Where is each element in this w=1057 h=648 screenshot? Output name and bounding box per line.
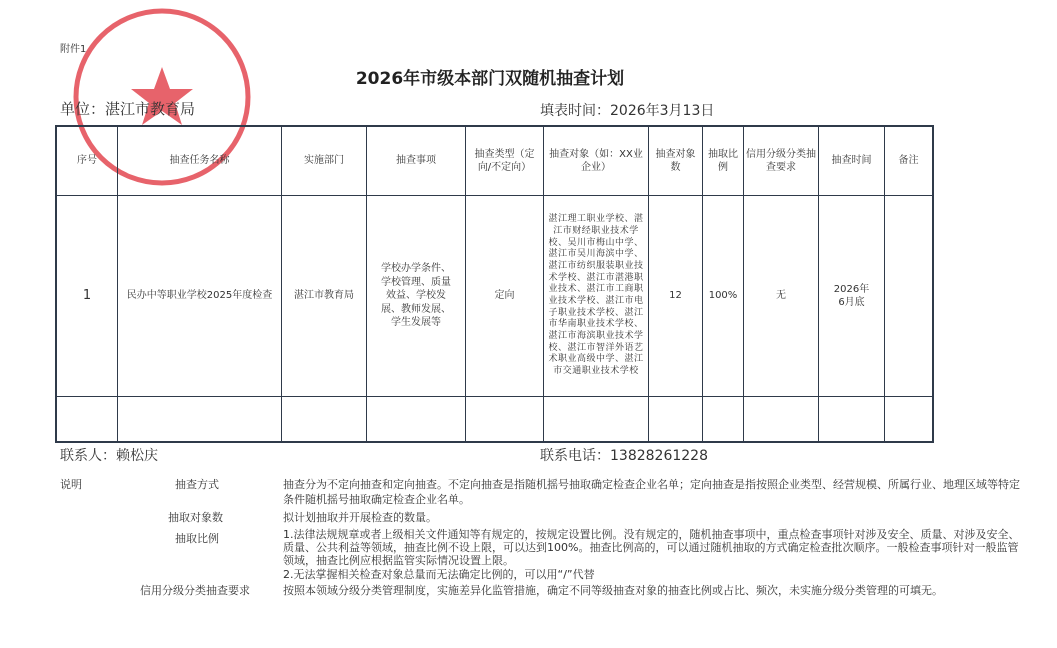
contact-person: 联系人：赖松庆 bbox=[60, 448, 158, 464]
note-value: 1.法律法规规章或者上级相关文件通知等有规定的，按规定设置比例。没有规定的，随机抽查事项中，重点检查事项针对涉及安全、质量、对涉及安全、质量、公共利益等领域，抽查比例不设上限，可以达到100%。抽查比例高的，可以通过随机抽取的方式确定检查批次顺序。一般检查事项针对一般监管领域，抽查比例应根据监管实际情况设置上限。 2.无法掌握相关检查对象总量而无法确定比例的，可以用“/”代替 bbox=[283, 528, 1020, 581]
table-row bbox=[56, 196, 933, 397]
page-title: 2026年市级本部门双随机抽查计划 bbox=[355, 69, 625, 89]
note-key: 抽查方式 bbox=[175, 478, 219, 491]
header-cell: 实施部门 bbox=[282, 126, 367, 196]
row-ratio: 100% bbox=[703, 196, 744, 397]
row-credit: 无 bbox=[744, 196, 819, 397]
row-targets: 湛江理工职业学校、湛江市财经职业技术学校、吴川市梅山中学、湛江市吴川海滨中学、湛江市纺织服装职业技术学校、湛江市湛港职业技术、湛江市工商职业技术学校、湛江市电子职业技术学校、湛江市华南职业技术学校、湛江市海滨职业技术学校、湛江市智洋外语艺术职业高级中学、湛江市交通职业技术学校 bbox=[544, 196, 649, 397]
row-task: 民办中等职业学校2025年度检查 bbox=[118, 196, 282, 397]
row-count: 12 bbox=[649, 196, 703, 397]
note-value: 拟计划抽取并开展检查的数量。 bbox=[283, 511, 437, 524]
note-value: 按照本领域分级分类管理制度，实施差异化监管措施，确定不同等级抽查对象的抽查比例或占比、频次，未实施分级分类管理的可填无。 bbox=[283, 584, 943, 597]
header-cell: 抽查事项 bbox=[367, 126, 466, 196]
header-cell: 抽取比例 bbox=[703, 126, 744, 196]
note-value: 抽查分为不定向抽查和定向抽查。不定向抽查是指随机摇号抽取确定检查企业名单；定向抽查是指按照企业类型、经营规模、所属行业、地理区域等特定条件随机摇号抽取确定检查企业名单。 bbox=[283, 478, 1020, 506]
notes-label: 说明 bbox=[60, 478, 82, 491]
table-header-row bbox=[56, 126, 933, 196]
header-cell: 序号 bbox=[56, 126, 118, 196]
header-cell: 抽查类型（定向/不定向） bbox=[466, 126, 544, 196]
row-dept: 湛江市教育局 bbox=[282, 196, 367, 397]
note-key: 抽取比例 bbox=[175, 532, 219, 545]
empty-row bbox=[56, 397, 933, 443]
row-remark bbox=[885, 196, 934, 397]
row-items: 学校办学条件、学校管理、质量效益、学校发展、教师发展、学生发展等 bbox=[367, 196, 466, 397]
row-no: 1 bbox=[56, 196, 118, 397]
header-cell: 抽查对象（如：XX业企业） bbox=[544, 126, 649, 196]
row-type: 定向 bbox=[466, 196, 544, 397]
annex-label: 附件1 bbox=[60, 44, 87, 55]
row-time: 2026年6月底 bbox=[819, 196, 885, 397]
header-cell: 备注 bbox=[885, 126, 934, 196]
header-cell: 信用分级分类抽查要求 bbox=[744, 126, 819, 196]
fill-date: 填表时间：2026年3月13日 bbox=[540, 103, 715, 119]
header-cell: 抽查时间 bbox=[819, 126, 885, 196]
plan-table bbox=[55, 125, 934, 443]
unit-label: 单位：湛江市教育局 bbox=[60, 100, 196, 118]
note-key: 抽取对象数 bbox=[168, 511, 223, 524]
contact-phone: 联系电话：13828261228 bbox=[540, 448, 708, 464]
header-cell: 抽查对象数 bbox=[649, 126, 703, 196]
header-cell: 抽查任务名称 bbox=[118, 126, 282, 196]
note-key: 信用分级分类抽查要求 bbox=[140, 584, 250, 597]
